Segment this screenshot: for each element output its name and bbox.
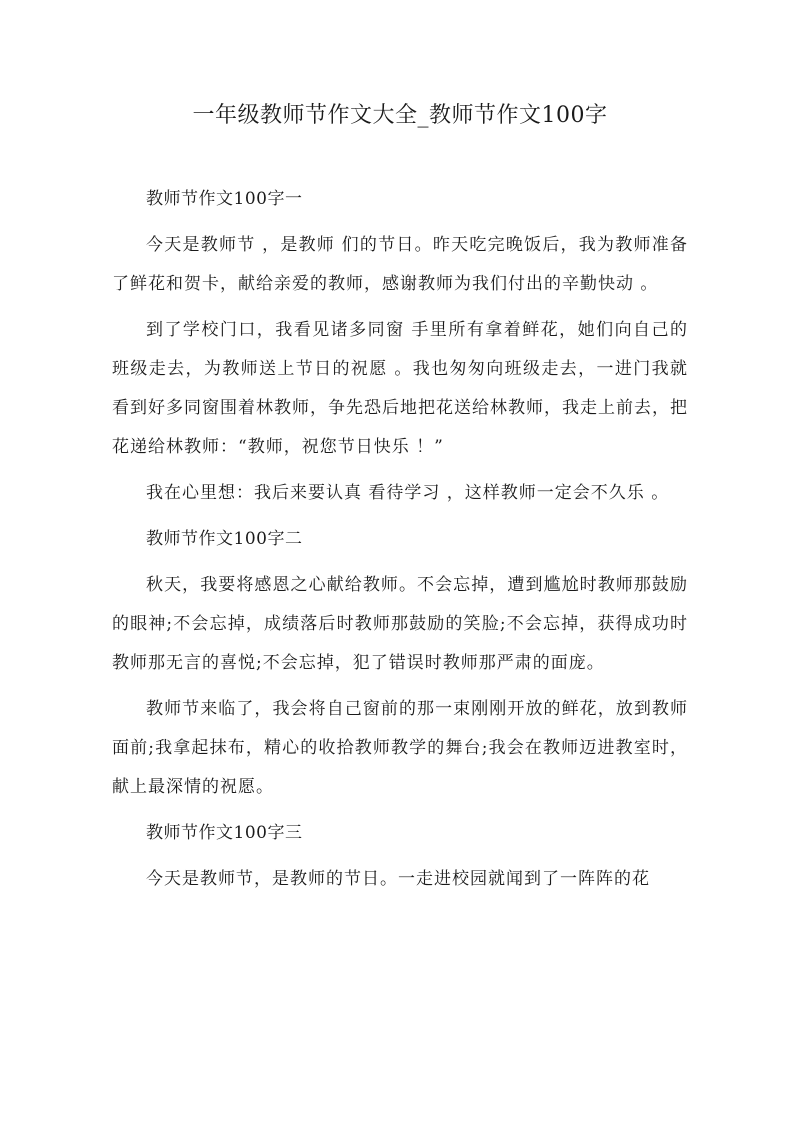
section-heading-2: 教师节作文100字二 xyxy=(146,529,303,549)
paragraph: 秋天，我要将感恩之心献给教师。不会忘掉，遭到尴尬时教师那鼓励的眼神;不会忘掉，成绩落后时教师那鼓励的笑脸;不会忘掉，获得成功时教师那无言的喜悦;不会忘掉，犯了错误时教师那严肃的面庞。 xyxy=(112,575,688,673)
paragraph: 到了学校门口，我看见诸多同窗 手里所有拿着鲜花，她们向自己的班级走去，为教师送上节日的祝愿 。我也匆匆向班级走去，一进门我就看到好多同窗围着林教师，争先恐后地把花送给林教师，我走上前去，把花递给林教师：“教师，祝您节日快乐 ！” xyxy=(112,320,688,457)
paragraph: 教师节来临了，我会将自己窗前的那一束刚刚开放的鲜花，放到教师面前;我拿起抹布，精心的收拾教师教学的舞台;我会在教师迈进教室时，献上最深情的祝愿。 xyxy=(112,699,688,797)
document-body xyxy=(112,180,688,906)
paragraph: 今天是教师节 ，是教师 们的节日。昨天吃完晚饭后，我为教师准备了鲜花和贺卡，献给亲爱的教师，感谢教师为我们付出的辛勤快动 。 xyxy=(112,235,688,294)
document-title: 一年级教师节作文大全_教师节作文100字 xyxy=(192,103,608,128)
section-heading-3: 教师节作文100字三 xyxy=(146,823,303,843)
paragraph: 我在心里想：我后来要认真 看待学习 ，这样教师一定会不久乐 。 xyxy=(146,483,670,503)
paragraph: 今天是教师节，是教师的节日。一走进校园就闻到了一阵阵的花 xyxy=(146,869,650,889)
section-heading-1: 教师节作文100字一 xyxy=(146,189,303,209)
